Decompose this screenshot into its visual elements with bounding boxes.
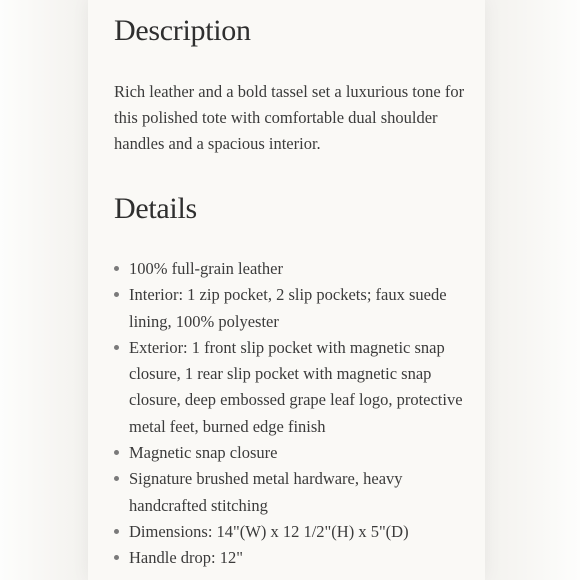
description-heading: Description [114, 14, 251, 47]
right-backdrop [485, 0, 580, 580]
description-text: Rich leather and a bold tassel set a luxurious tone for this polished tote with comfortable dual shoulder handles and a spacious interior. [114, 82, 465, 153]
details-list-item [114, 256, 484, 282]
bullet-icon [114, 476, 119, 481]
details-item-text: Exterior: 1 front slip pocket with magnetic snap closure, 1 rear slip pocket with magnetic snap closure, deep embossed grape leaf logo, protective metal feet, burned edge finish [129, 337, 463, 436]
details-list-item [114, 440, 484, 466]
details-list-item [114, 282, 484, 335]
details-item-text: Signature brushed metal hardware, heavy handcrafted stitching [129, 469, 403, 515]
bullet-icon [114, 555, 119, 560]
details-list-item [114, 545, 484, 571]
details-item-text: Magnetic snap closure [129, 443, 278, 463]
details-item-text: Dimensions: 14"(W) x 12 1/2"(H) x 5"(D) [129, 521, 409, 541]
details-list-item [114, 519, 484, 545]
details-item-text: Handle drop: 12" [129, 548, 243, 568]
bullet-icon [114, 345, 119, 350]
details-list-item [114, 466, 484, 519]
bullet-icon [114, 450, 119, 455]
details-item-text: Interior: 1 zip pocket, 2 slip pockets; faux suede lining, 100% polyester [129, 285, 447, 331]
bullet-icon [114, 266, 119, 271]
bullet-icon [114, 529, 119, 534]
details-list-item [114, 335, 484, 440]
details-heading: Details [114, 192, 197, 225]
left-backdrop [0, 0, 88, 580]
details-list [114, 256, 484, 572]
details-item-text: 100% full-grain leather [129, 259, 283, 278]
bullet-icon [114, 292, 119, 297]
